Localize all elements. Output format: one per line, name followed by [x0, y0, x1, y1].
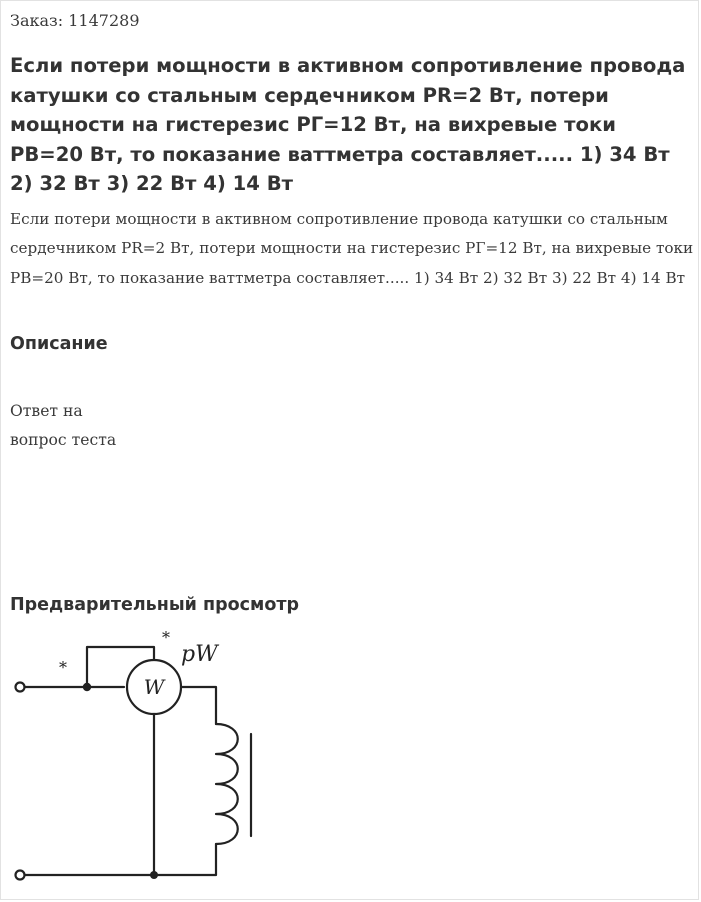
answer-text — [10, 397, 210, 454]
answer-line-1: Ответ на — [10, 402, 83, 420]
description-heading: Описание — [10, 334, 108, 354]
top-terminal — [16, 683, 25, 692]
answer-line-2: вопрос теста — [10, 430, 117, 449]
star-top-mark: * — [162, 628, 170, 647]
order-number: Заказ: 1147289 — [10, 11, 140, 30]
circuit-diagram — [1, 621, 301, 891]
question-text: Если потери мощности в активном сопротивление провода катушки со стальным сердечником PR=2 Вт, потери мощности на гистерезис PГ=12 Вт, на вихревые токи PВ=20 Вт, то показание ваттметра составляет..... 1) 34 Вт 2) 32 Вт 3) 22 Вт 4) 14 Вт — [10, 210, 694, 287]
question-title: Если потери мощности в активном сопротивление провода катушки со стальным сердечником PR=2 Вт, потери мощности на гистерезис PГ=12 Вт, на вихревые токи PВ=20 Вт, то показание ваттметра составляет..... 1) 34 Вт 2) 32 Вт 3) 22 Вт 4) 14 Вт — [10, 54, 686, 195]
junction-dot-top — [83, 683, 91, 691]
meter-name-label: pW — [181, 642, 218, 667]
wire-coil-return — [25, 844, 216, 875]
inductor-coil — [216, 724, 238, 844]
junction-dot-bottom — [150, 871, 158, 879]
wattmeter-symbol: W — [143, 675, 165, 699]
preview-heading: Предварительный просмотр — [10, 595, 300, 615]
wire-to-coil — [181, 687, 216, 724]
bottom-terminal — [16, 871, 25, 880]
star-left-mark: * — [59, 658, 67, 677]
